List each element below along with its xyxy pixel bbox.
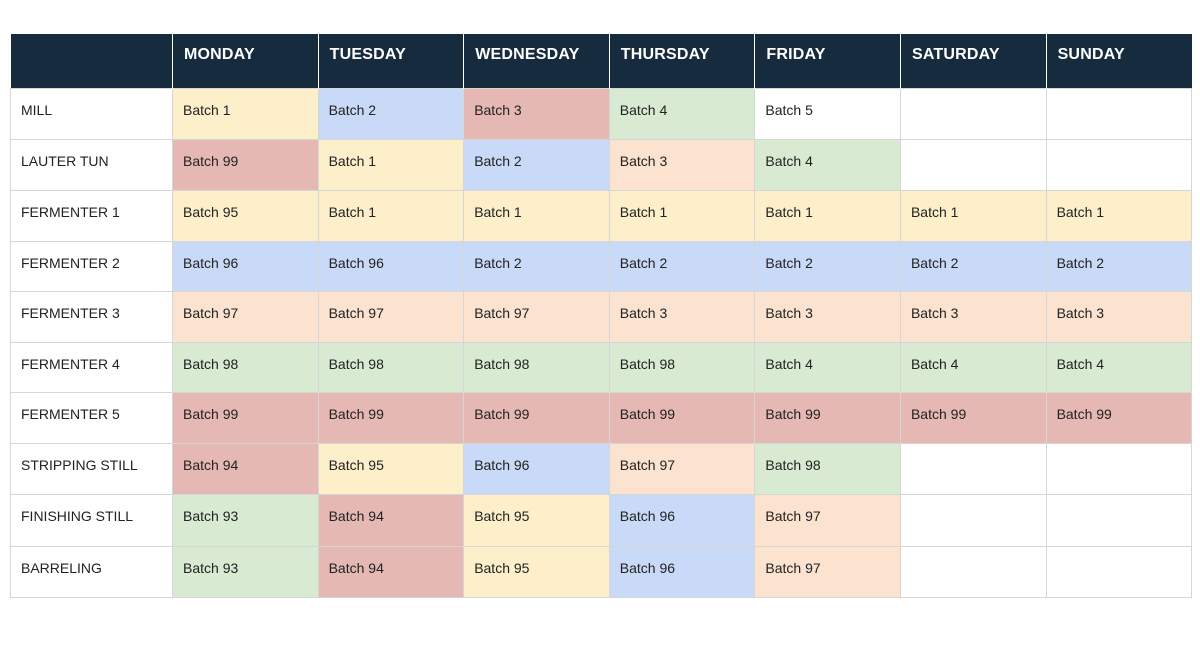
schedule-cell [900,139,1046,190]
schedule-cell: Batch 97 [318,291,464,342]
schedule-cell [900,494,1046,546]
schedule-cell [900,88,1046,139]
schedule-cell: Batch 2 [464,241,610,291]
schedule-cell: Batch 3 [609,291,755,342]
header-wednesday: WEDNESDAY [464,34,610,88]
row-label: FERMENTER 5 [11,392,173,443]
schedule-cell: Batch 95 [173,190,319,241]
schedule-cell: Batch 96 [464,443,610,494]
schedule-cell: Batch 96 [609,546,755,597]
schedule-cell: Batch 98 [318,342,464,392]
schedule-cell: Batch 97 [464,291,610,342]
header-row [11,34,1192,88]
table-row [11,392,1192,443]
schedule-cell: Batch 99 [755,392,901,443]
schedule-cell: Batch 99 [1046,392,1192,443]
table-body [11,88,1192,597]
table-row [11,494,1192,546]
schedule-cell [1046,443,1192,494]
schedule-cell: Batch 1 [609,190,755,241]
table-row [11,139,1192,190]
schedule-cell: Batch 3 [755,291,901,342]
header-saturday: SATURDAY [900,34,1046,88]
schedule-cell: Batch 4 [609,88,755,139]
schedule-cell [1046,494,1192,546]
schedule-cell: Batch 4 [755,139,901,190]
schedule-cell: Batch 96 [173,241,319,291]
schedule-cell [1046,88,1192,139]
table-row [11,546,1192,597]
schedule-cell: Batch 95 [464,546,610,597]
schedule-cell: Batch 94 [318,546,464,597]
schedule-cell: Batch 99 [464,392,610,443]
schedule-cell: Batch 2 [900,241,1046,291]
schedule-cell: Batch 97 [173,291,319,342]
schedule-cell: Batch 93 [173,494,319,546]
schedule-cell: Batch 2 [318,88,464,139]
header-sunday: SUNDAY [1046,34,1192,88]
schedule-cell: Batch 98 [173,342,319,392]
schedule-cell: Batch 99 [318,392,464,443]
schedule-cell: Batch 2 [755,241,901,291]
row-label: FERMENTER 2 [11,241,173,291]
row-label: STRIPPING STILL [11,443,173,494]
row-label: LAUTER TUN [11,139,173,190]
schedule-cell: Batch 1 [1046,190,1192,241]
schedule-cell: Batch 2 [1046,241,1192,291]
schedule-cell: Batch 1 [755,190,901,241]
table-row [11,342,1192,392]
schedule-cell [1046,546,1192,597]
schedule-cell: Batch 97 [609,443,755,494]
row-label: FINISHING STILL [11,494,173,546]
schedule-cell: Batch 1 [318,139,464,190]
schedule-cell [1046,139,1192,190]
table-row [11,291,1192,342]
schedule-cell: Batch 95 [318,443,464,494]
schedule-cell: Batch 2 [609,241,755,291]
schedule-cell: Batch 99 [173,392,319,443]
schedule-cell: Batch 4 [755,342,901,392]
row-label: BARRELING [11,546,173,597]
schedule-cell: Batch 4 [900,342,1046,392]
row-label: FERMENTER 1 [11,190,173,241]
schedule-cell: Batch 3 [464,88,610,139]
schedule-cell: Batch 94 [318,494,464,546]
row-label: MILL [11,88,173,139]
schedule-cell: Batch 96 [318,241,464,291]
schedule-cell: Batch 1 [900,190,1046,241]
table-row [11,190,1192,241]
header-corner-cell [11,34,173,88]
schedule-cell: Batch 95 [464,494,610,546]
row-label: FERMENTER 3 [11,291,173,342]
header-friday: FRIDAY [755,34,901,88]
header-tuesday: TUESDAY [318,34,464,88]
schedule-cell: Batch 1 [464,190,610,241]
schedule-cell: Batch 2 [464,139,610,190]
schedule-cell: Batch 3 [609,139,755,190]
schedule-cell: Batch 99 [900,392,1046,443]
production-schedule-table [10,34,1192,598]
schedule-cell: Batch 96 [609,494,755,546]
schedule-cell: Batch 98 [609,342,755,392]
schedule-cell: Batch 1 [173,88,319,139]
schedule-cell: Batch 5 [755,88,901,139]
schedule-cell: Batch 1 [318,190,464,241]
schedule-cell [900,546,1046,597]
schedule-cell: Batch 99 [173,139,319,190]
header-monday: MONDAY [173,34,319,88]
schedule-cell: Batch 97 [755,546,901,597]
table-header [11,34,1192,88]
schedule-cell: Batch 97 [755,494,901,546]
schedule-cell: Batch 94 [173,443,319,494]
table-row [11,443,1192,494]
schedule-cell: Batch 93 [173,546,319,597]
schedule-cell: Batch 4 [1046,342,1192,392]
schedule-cell: Batch 3 [900,291,1046,342]
schedule-cell [900,443,1046,494]
table-row [11,241,1192,291]
table-row [11,88,1192,139]
schedule-cell: Batch 98 [755,443,901,494]
schedule-cell: Batch 99 [609,392,755,443]
schedule-cell: Batch 98 [464,342,610,392]
header-thursday: THURSDAY [609,34,755,88]
schedule-cell: Batch 3 [1046,291,1192,342]
row-label: FERMENTER 4 [11,342,173,392]
